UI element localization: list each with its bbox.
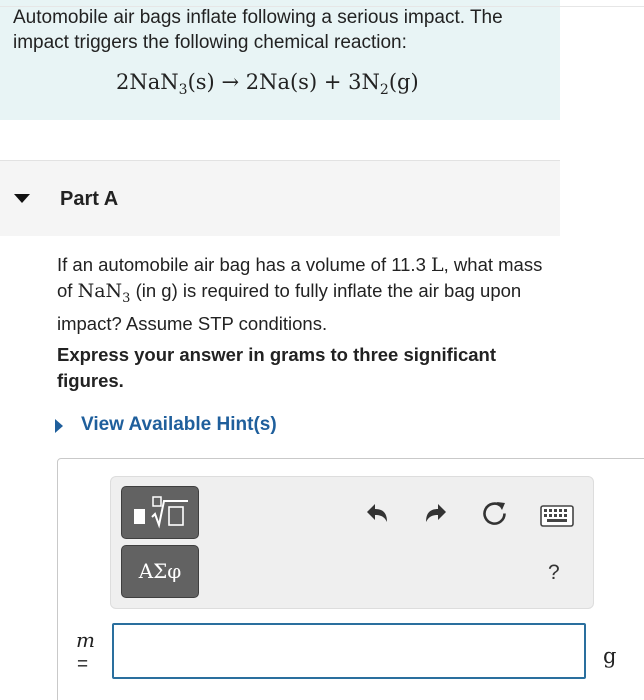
sodium-azide-formula	[77, 280, 131, 306]
part-title: Part A	[60, 188, 119, 210]
eq-subscript: 2	[379, 82, 389, 99]
help-button[interactable]: ?	[548, 561, 560, 584]
eq-product-sodium: 2Na(s)	[245, 70, 318, 94]
undo-icon[interactable]	[364, 502, 390, 526]
templates-button[interactable]	[121, 486, 199, 539]
eq-coefficient: 2	[116, 70, 130, 94]
intro-text: Automobile air bags inflate following a serious impact. The impact triggers the following chemical reaction:	[13, 7, 503, 53]
math-toolbar	[110, 476, 594, 609]
equals-sign: =	[77, 654, 89, 675]
eq-arrow: →	[221, 70, 240, 94]
collapse-caret-icon[interactable]	[14, 194, 30, 203]
eq-state: (s)	[187, 70, 215, 94]
eq-state: (g)	[388, 70, 419, 94]
expand-caret-icon[interactable]	[55, 419, 63, 433]
answer-instruction: Express your answer in grams to three significant figures.	[57, 344, 496, 391]
eq-subscript: 3	[178, 82, 188, 99]
answer-unit: g	[603, 644, 617, 668]
reset-icon[interactable]	[481, 500, 509, 528]
answer-variable: m	[76, 628, 95, 652]
volume-unit: L	[431, 254, 444, 276]
formula-base: NaN	[77, 280, 123, 302]
eq-coefficient: 3	[348, 70, 362, 94]
part-a-header[interactable]	[0, 160, 560, 236]
redo-icon[interactable]	[423, 502, 449, 526]
reaction-equation	[116, 70, 419, 98]
greek-symbols-label: ΑΣφ	[138, 559, 182, 583]
view-hints-link[interactable]: View Available Hint(s)	[81, 414, 277, 435]
question-text	[57, 252, 547, 336]
question-text-segment: , what mass of	[57, 254, 543, 301]
question-text-segment: (in g) is required to fully inflate the air bag upon impact? Assume STP conditions.	[57, 280, 522, 334]
eq-formula: N	[361, 70, 380, 94]
formula-subscript: 3	[122, 290, 131, 306]
greek-symbols-button[interactable]	[121, 545, 199, 598]
question-text-segment: If an automobile air bag has a volume of 11.3	[57, 254, 432, 275]
answer-input[interactable]	[112, 623, 586, 679]
problem-intro	[0, 0, 560, 120]
templates-icon	[122, 487, 198, 538]
keyboard-icon[interactable]	[540, 505, 574, 527]
eq-plus: +	[323, 70, 342, 94]
eq-formula: NaN	[129, 70, 179, 94]
